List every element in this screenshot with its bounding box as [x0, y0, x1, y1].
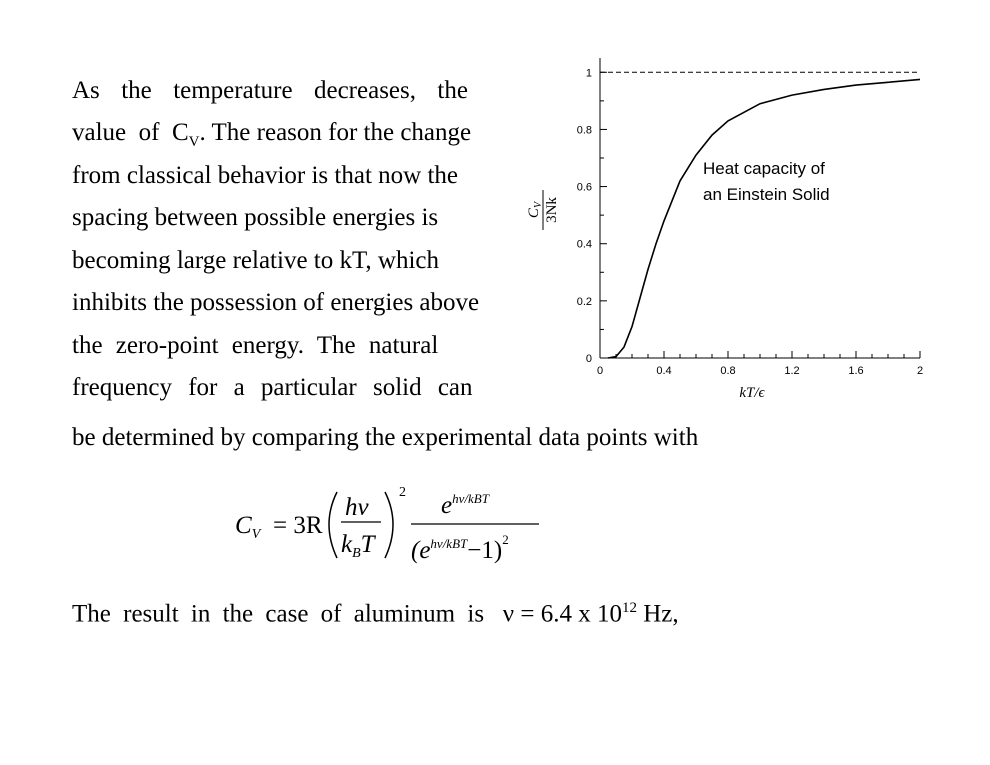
x-tick-label: 1.6 [848, 365, 864, 377]
paragraph-line-5: becoming large relative to kT, which [72, 247, 440, 274]
formula-power: 2 [399, 485, 406, 500]
einstein-solid-chart [520, 50, 940, 410]
paragraph-word: decreases, [313, 77, 416, 104]
formula-exp-num: $e^{h\nu/kBT}$ [441, 491, 489, 519]
formula-left-paren [329, 492, 337, 558]
chart-marks [600, 72, 920, 358]
paragraph-line-6: inhibits the possession of energies above [72, 289, 480, 316]
y-axis-label [526, 190, 560, 230]
y-tick-label: 0.4 [576, 238, 592, 251]
formula-lhs: $C_V$ [235, 512, 261, 542]
chart-annotation-line-2: an Einstein Solid [703, 185, 830, 204]
y-tick-label: 0.6 [576, 181, 592, 194]
y-tick-label: 0.2 [576, 295, 592, 308]
y-axis-label-num: $C_V$ [526, 201, 544, 219]
chart-annotation-line-1: Heat capacity of [703, 159, 825, 178]
result-unit: Hz, [643, 600, 679, 628]
formula-frac-den: $k_BT$ [341, 531, 375, 561]
formula-svg [235, 478, 555, 570]
chart-ticks [577, 67, 923, 377]
paragraph-word: the [437, 77, 468, 104]
heat-capacity-curve [608, 79, 920, 358]
paragraph-line-3: from classical behavior is that now the [72, 162, 458, 189]
result-prefix: The result in the case of aluminum is [72, 600, 485, 628]
chart-svg [520, 50, 940, 410]
paragraph-word: the [121, 77, 152, 104]
result-symbol: ν [502, 600, 515, 628]
paragraph-word: temperature [173, 77, 293, 104]
x-tick-label: 0.8 [720, 365, 736, 377]
heat-capacity-formula [235, 478, 555, 570]
y-tick-label: 0.8 [576, 124, 592, 137]
x-tick-label: 1.2 [784, 365, 800, 377]
formula-right-paren [385, 492, 393, 558]
result-equals: = 6.4 x 10 [520, 600, 622, 628]
paragraph-text-visible: value of $C_V$. The reason for the change [72, 119, 472, 150]
formula-equals: = 3R [273, 512, 323, 539]
paragraph-line-9: be determined by comparing the experimental data points with [72, 424, 699, 451]
formula-exp-den: $(e^{h\nu/kBT}-1)^2$ [411, 532, 509, 564]
x-tick-label: 0 [596, 365, 604, 377]
formula-frac-num: hν [345, 494, 369, 521]
paragraph-line-8: frequency for a particular solid can [72, 374, 473, 401]
x-tick-label: 2 [916, 365, 924, 377]
paragraph-line-1 [72, 76, 468, 106]
x-axis-label: kT/ϵ [739, 385, 765, 401]
x-tick-label: 0.4 [656, 365, 672, 377]
paragraph-line-2 [72, 118, 471, 157]
y-tick-label: 1 [585, 67, 592, 80]
y-tick-label: 0 [585, 353, 592, 365]
result-exponent: 12 [621, 600, 637, 616]
result-line [72, 593, 679, 629]
paragraph-word: As [72, 77, 100, 104]
paragraph-line-4: spacing between possible energies is [72, 204, 439, 231]
y-axis-label-den: 3Nk [544, 197, 560, 223]
paragraph-line-7: the zero-point energy. The natural [72, 332, 439, 359]
